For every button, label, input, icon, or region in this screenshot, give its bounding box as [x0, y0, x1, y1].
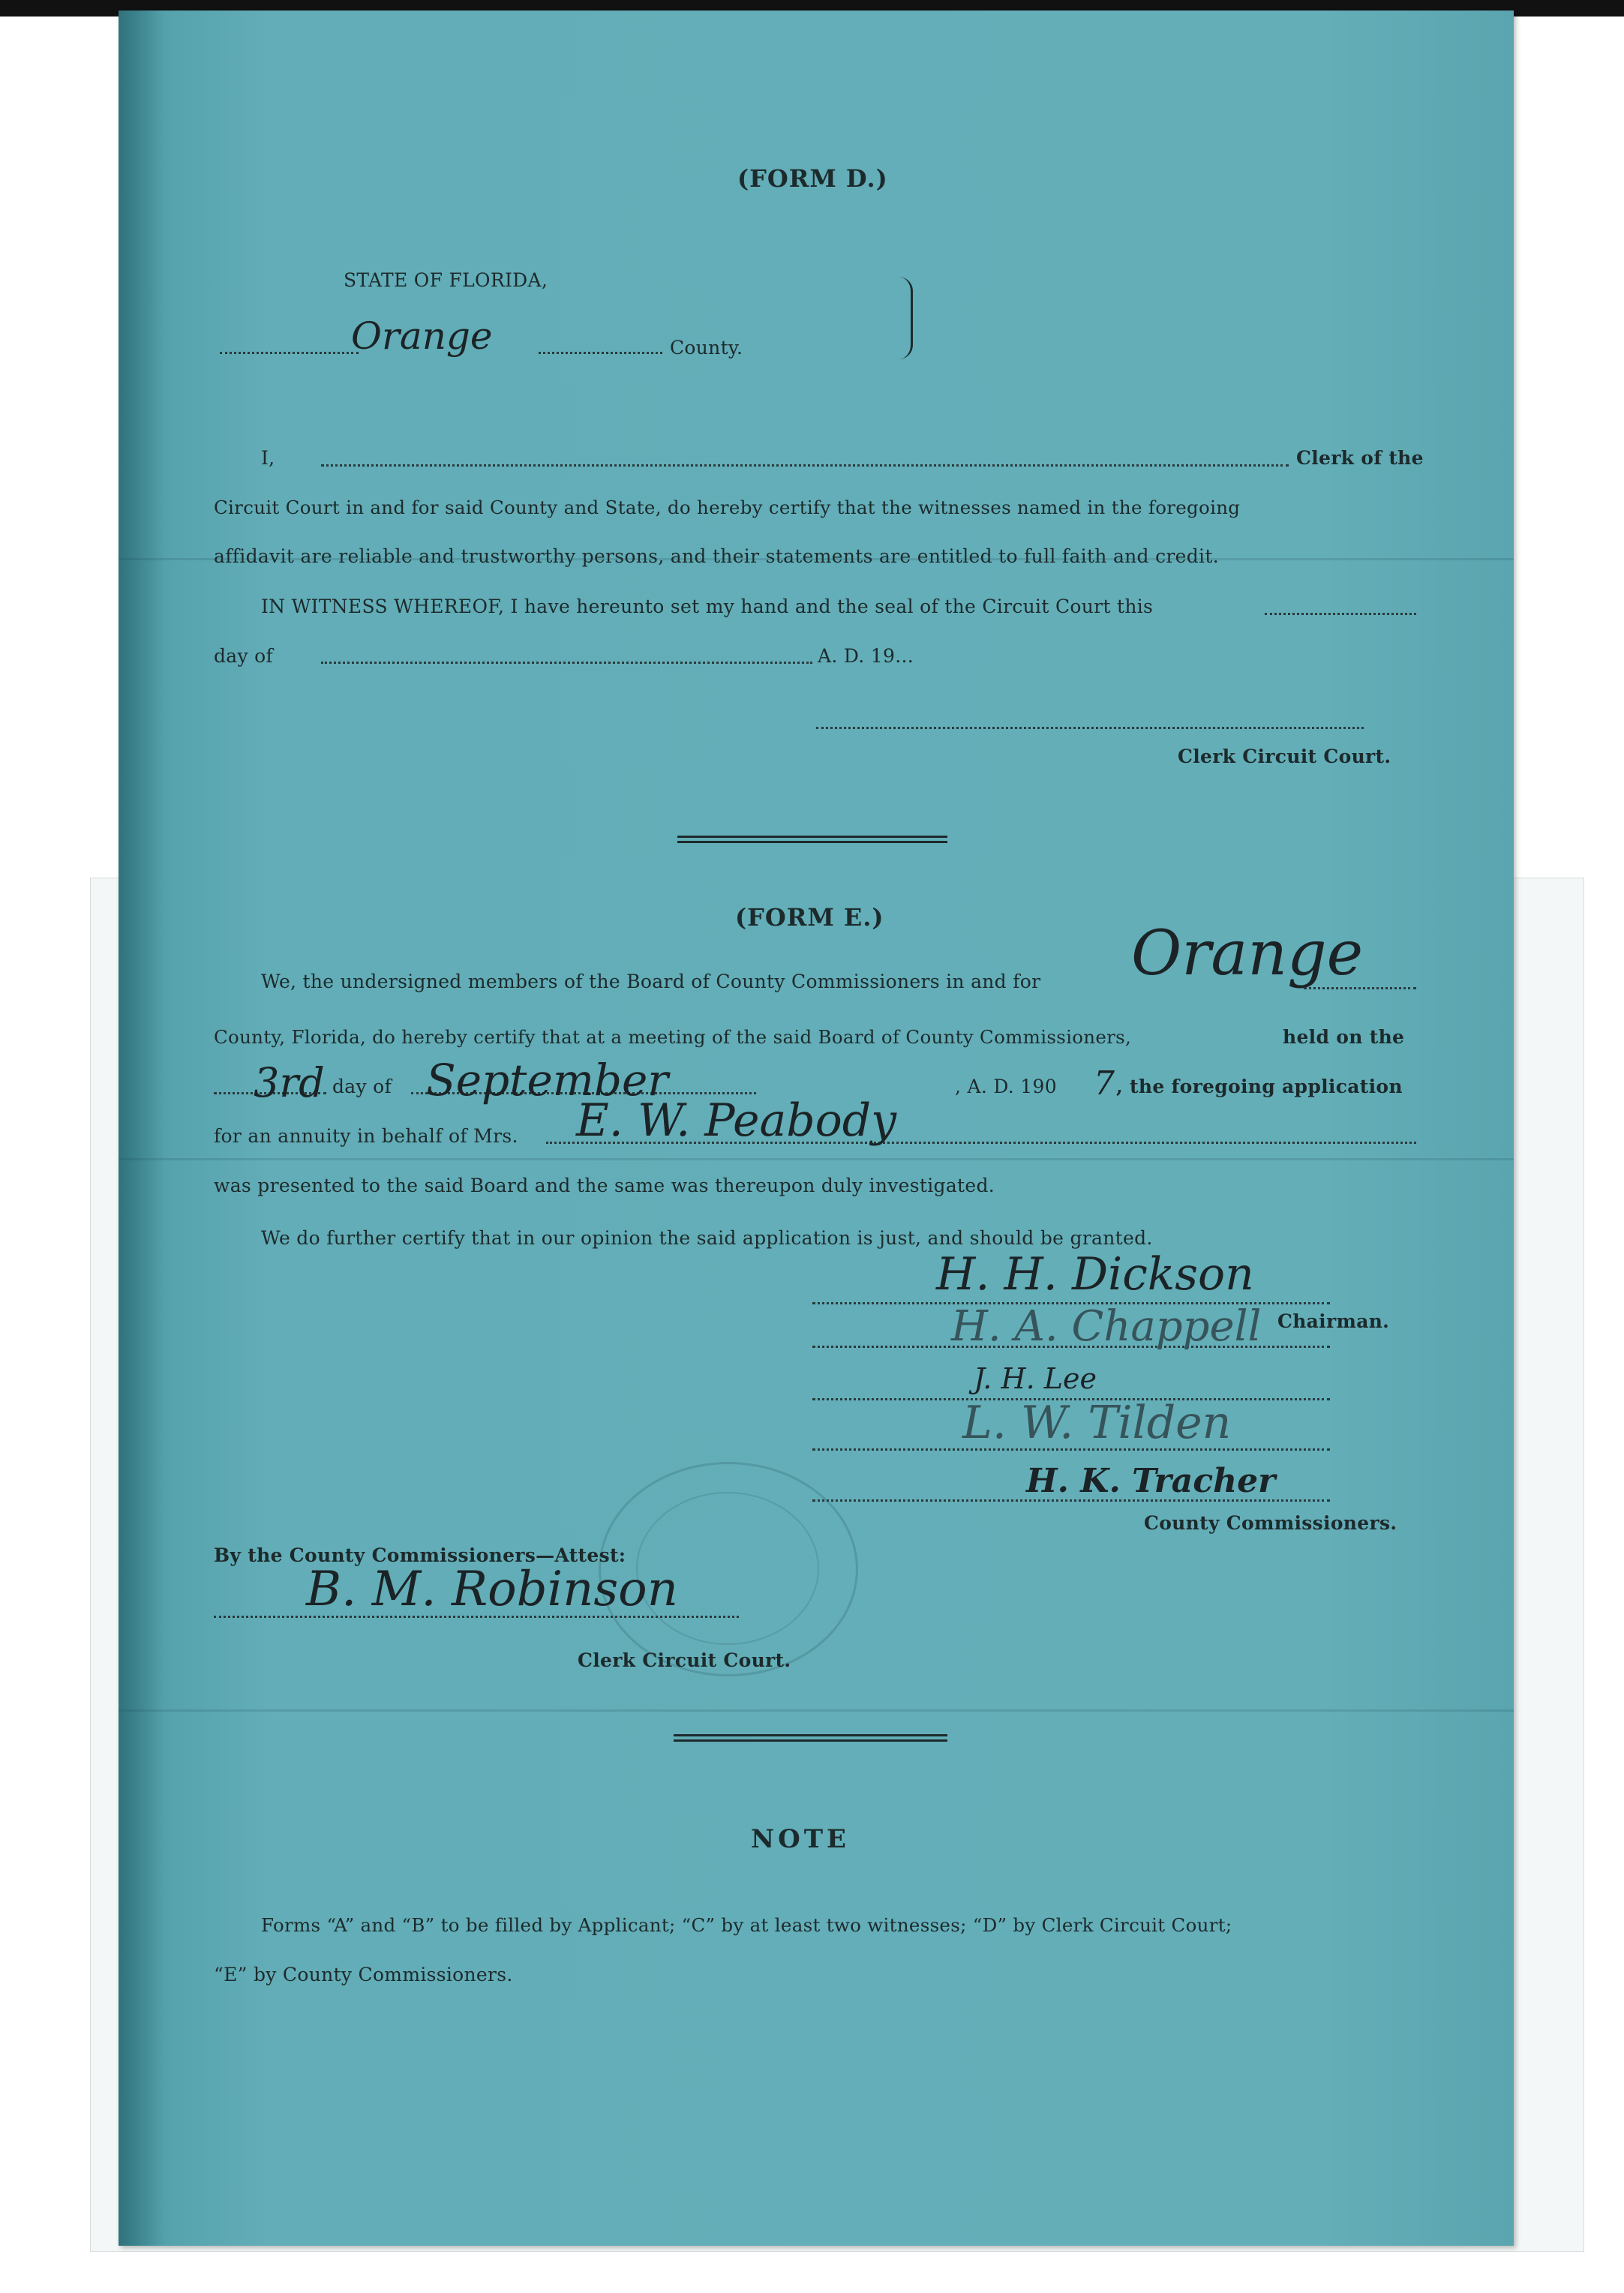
form-e-line3-end: , the foregoing application [1116, 1076, 1403, 1097]
form-d-line2: Circuit Court in and for said County and State, do hereby certify that the witnesses named in the foregoing [214, 497, 1241, 518]
form-d-line3: affidavit are reliable and trustworthy persons, and their statements are entitled to full faith and credit. [214, 545, 1219, 567]
note-line1: Forms “A” and “B” to be filled by Applicant; “C” by at least two witnesses; “D” by Clerk Circuit Court; [261, 1914, 1232, 1936]
year-handwritten: 7 [1094, 1064, 1115, 1103]
clerk-label: Clerk Circuit Court. [578, 1649, 791, 1671]
section-divider [674, 1734, 947, 1742]
clerk-name-line [321, 464, 1289, 467]
bracket [899, 277, 913, 359]
form-d-line1-end: Clerk of the [1296, 447, 1424, 469]
commissioner-signature: L. W. Tilden [962, 1397, 1232, 1449]
form-e-county-handwritten: Orange [1131, 918, 1364, 989]
form-d-line5-end: A. D. 19... [818, 645, 914, 667]
clerk-signature-line [816, 727, 1364, 729]
fold-line [119, 1158, 1514, 1160]
document-sheet [119, 11, 1514, 2246]
form-d-signature-label: Clerk Circuit Court. [1178, 746, 1391, 767]
commissioner-signature: H. A. Chappell [951, 1302, 1262, 1351]
state-label: STATE OF FLORIDA, [344, 269, 548, 291]
county-dotted-line [220, 352, 359, 354]
form-d-line4: IN WITNESS WHEREOF, I have hereunto set my hand and the seal of the Circuit Court this [261, 596, 1154, 617]
fold-line [119, 1709, 1514, 1712]
attest-label: By the County Commissioners—Attest: [214, 1544, 626, 1566]
form-e-line5: was presented to the said Board and the same was thereupon duly investigated. [214, 1175, 995, 1196]
form-d-i: I, [261, 447, 275, 469]
note-line2: “E” by County Commissioners. [214, 1964, 513, 1985]
chairman-label: Chairman. [1277, 1310, 1390, 1332]
commissioners-label: County Commissioners. [1144, 1512, 1397, 1534]
month-handwritten: September [426, 1055, 668, 1106]
form-e-line6: We do further certify that in our opinion the said application is just, and should be granted. [261, 1227, 1153, 1249]
applicant-handwritten: E. W. Peabody [576, 1094, 897, 1147]
form-e-heading: (FORM E.) [735, 903, 884, 932]
form-e-line1: We, the undersigned members of the Board of County Commissioners in and for [261, 971, 1041, 992]
form-e-line4-start: for an annuity in behalf of Mrs. [214, 1125, 518, 1147]
day-label: day of [332, 1076, 392, 1097]
form-e-line2-end: held on the [1283, 1026, 1405, 1048]
form-d-line5-start: day of [214, 645, 274, 667]
form-d-heading: (FORM D.) [737, 164, 888, 193]
ad-label: , A. D. 190 [955, 1076, 1057, 1097]
commissioner-signature: H. K. Tracher [1026, 1462, 1276, 1500]
month-line [321, 662, 812, 664]
attest-signature: B. M. Robinson [306, 1562, 678, 1617]
form-e-line2-start: County, Florida, do hereby certify that at a meeting of the said Board of County Commissioners, [214, 1026, 1132, 1048]
county-dotted-line [539, 352, 662, 354]
date-day-line [1265, 613, 1416, 615]
day-handwritten: 3rd [254, 1059, 325, 1106]
county-handwritten: Orange [351, 314, 493, 358]
commissioner-signature: J. H. Lee [974, 1362, 1097, 1395]
sheet-edge-shadow [119, 11, 164, 2246]
section-divider [677, 836, 947, 843]
note-heading: NOTE [751, 1824, 850, 1854]
chairman-signature: H. H. Dickson [936, 1248, 1254, 1301]
county-line [1304, 987, 1416, 989]
county-label: County. [670, 337, 743, 359]
